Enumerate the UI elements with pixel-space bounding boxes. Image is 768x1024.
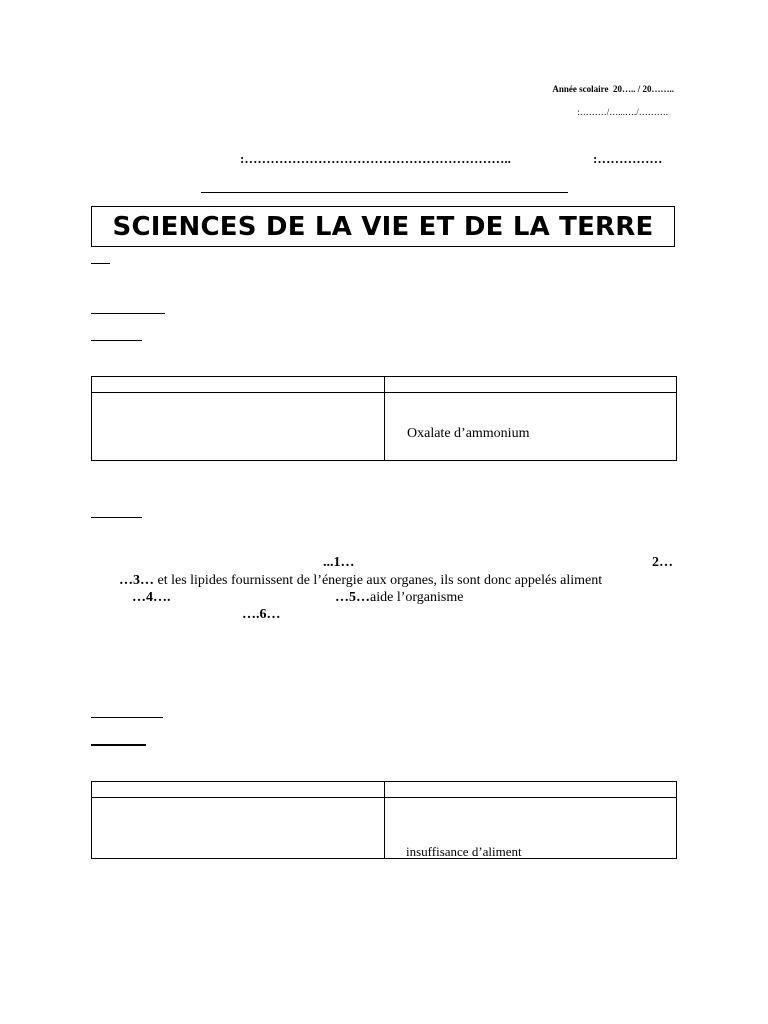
paragraph-line-2-text: et les lipides fournissent de l’énergie aux organes, ils sont donc appelés aliment <box>154 573 603 588</box>
blank-2: 2… <box>652 555 673 570</box>
student-name-field: :…………………………………………………….. <box>240 151 511 166</box>
title-box <box>91 206 675 247</box>
table-2 <box>91 781 677 859</box>
underline-1 <box>91 263 110 264</box>
table-1-header-cell-2 <box>385 377 677 393</box>
table-2-body-cell-1 <box>92 798 385 859</box>
table-1-cell-text: Oxalate d’ammonium <box>407 426 530 441</box>
subheading-underline-1 <box>91 340 142 341</box>
school-year-value: 20….. / 20…….. <box>612 84 674 94</box>
blank-1: ...1… <box>323 555 355 570</box>
subheading-underline-3 <box>91 744 146 746</box>
page-title: SCIENCES DE LA VIE ET DE LA TERRE <box>112 211 654 242</box>
table-1-header-cell-1 <box>92 377 385 393</box>
blank-5: …5… <box>335 590 370 605</box>
paragraph-line-2 <box>119 573 675 589</box>
date-field: :………/…...…./………. <box>577 107 668 117</box>
blank-3: …3… <box>119 573 154 588</box>
table-1 <box>91 376 677 461</box>
table-2-header-cell-1 <box>92 782 385 798</box>
section-heading-underline-1 <box>91 313 165 314</box>
blank-6: ….6… <box>242 607 281 622</box>
subheading-underline-2 <box>91 517 142 518</box>
table-2-cell-text: insuffisance d’aliment <box>406 844 522 859</box>
table-2-header-cell-2 <box>385 782 677 798</box>
blank-4: …4…. <box>132 590 171 605</box>
section-heading-underline-2 <box>91 717 163 718</box>
paragraph-line-3 <box>335 590 463 606</box>
school-year <box>552 84 674 94</box>
header-rule <box>201 192 568 193</box>
class-field: :…………… <box>593 151 663 166</box>
table-1-body-cell-1 <box>92 393 385 461</box>
school-year-label: Année scolaire <box>552 84 609 94</box>
paragraph-line-3-text: aide l’organisme <box>370 590 464 605</box>
